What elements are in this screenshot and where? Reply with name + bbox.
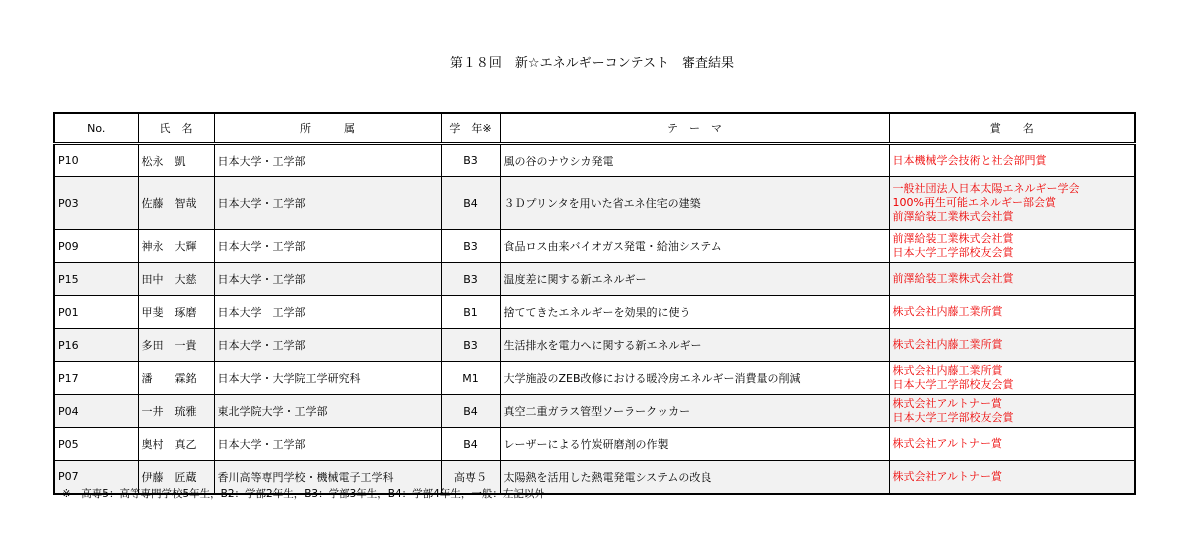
cell-theme: 太陽熱を活用した熱電発電システムの改良 xyxy=(500,461,889,494)
cell-grade: B3 xyxy=(441,263,500,296)
cell-award xyxy=(889,362,1135,395)
cell-no: P07 xyxy=(54,461,138,494)
cell-name: 佐藤 智哉 xyxy=(138,177,214,230)
cell-affiliation: 日本大学・工学部 xyxy=(214,263,441,296)
cell-grade: B3 xyxy=(441,329,500,362)
cell-theme: 風の谷のナウシカ発電 xyxy=(500,144,889,177)
award-line: 前澤給装工業株式会社賞 xyxy=(892,272,1014,285)
table-header-row xyxy=(54,113,1135,144)
table-row xyxy=(54,296,1135,329)
cell-no: P09 xyxy=(54,230,138,263)
award-line: 株式会社内藤工業所賞 xyxy=(892,364,1003,377)
award-line: 日本機械学会技術と社会部門賞 xyxy=(892,153,1047,167)
cell-name: 田中 大慈 xyxy=(138,263,214,296)
cell-award xyxy=(889,230,1135,263)
cell-award xyxy=(889,395,1135,428)
award-line: 前澤給装工業株式会社賞 xyxy=(892,210,1014,223)
cell-no: P15 xyxy=(54,263,138,296)
cell-affiliation: 日本大学・工学部 xyxy=(214,230,441,263)
cell-affiliation: 香川高等専門学校・機械電子工学科 xyxy=(214,461,441,494)
award-line: 前澤給装工業株式会社賞 xyxy=(892,232,1014,245)
cell-award xyxy=(889,177,1135,230)
cell-grade: B3 xyxy=(441,144,500,177)
award-line: 100%再生可能エネルギー部会賞 xyxy=(892,196,1056,209)
cell-grade: B4 xyxy=(441,395,500,428)
cell-name: 多田 一貴 xyxy=(138,329,214,362)
award-line: 日本大学工学部校友会賞 xyxy=(892,378,1014,391)
header-affiliation: 所 属 xyxy=(214,113,441,144)
cell-affiliation: 日本大学・工学部 xyxy=(214,177,441,230)
cell-no: P10 xyxy=(54,144,138,177)
cell-award xyxy=(889,329,1135,362)
cell-grade: M1 xyxy=(441,362,500,395)
cell-affiliation: 日本大学・工学部 xyxy=(214,144,441,177)
header-grade: 学 年※ xyxy=(441,113,500,144)
table-row xyxy=(54,395,1135,428)
header-theme: テ ー マ xyxy=(500,113,889,144)
table-row xyxy=(54,263,1135,296)
cell-theme: 大学施設のZEB改修における暖冷房エネルギー消費量の削減 xyxy=(500,362,889,395)
award-line: 株式会社内藤工業所賞 xyxy=(892,305,1003,318)
cell-award xyxy=(889,263,1135,296)
results-table xyxy=(53,112,1136,495)
cell-grade: B3 xyxy=(441,230,500,263)
cell-theme: 食品ロス由来バイオガス発電・給油システム xyxy=(500,230,889,263)
cell-name: 奥村 真乙 xyxy=(138,428,214,461)
cell-award xyxy=(889,428,1135,461)
cell-no: P17 xyxy=(54,362,138,395)
table-row xyxy=(54,177,1135,230)
cell-theme: 真空二重ガラス管型ソーラークッカー xyxy=(500,395,889,428)
cell-no: P04 xyxy=(54,395,138,428)
cell-no: P16 xyxy=(54,329,138,362)
cell-affiliation: 日本大学・大学院工学研究科 xyxy=(214,362,441,395)
table-row xyxy=(54,428,1135,461)
cell-affiliation: 東北学院大学・工学部 xyxy=(214,395,441,428)
award-line: 一般社団法人日本太陽エネルギー学会 xyxy=(892,182,1080,195)
cell-grade: B1 xyxy=(441,296,500,329)
page-title: 第１８回 新☆エネルギーコンテスト 審査結果 xyxy=(449,56,735,71)
header-name: 氏 名 xyxy=(138,113,214,144)
header-no: No. xyxy=(54,113,138,144)
cell-grade: B4 xyxy=(441,177,500,230)
award-line: 日本大学工学部校友会賞 xyxy=(892,246,1014,259)
header-award: 賞 名 xyxy=(889,113,1135,144)
table-row xyxy=(54,362,1135,395)
cell-name: 甲斐 琢磨 xyxy=(138,296,214,329)
cell-name: 一井 琉雅 xyxy=(138,395,214,428)
table-row xyxy=(54,230,1135,263)
cell-name: 伊藤 匠蔵 xyxy=(138,461,214,494)
award-line: 株式会社アルトナー賞 xyxy=(892,397,1003,410)
cell-name: 潘 霖銘 xyxy=(138,362,214,395)
cell-theme: 生活排水を電力へに関する新エネルギー xyxy=(500,329,889,362)
cell-affiliation: 日本大学 工学部 xyxy=(214,296,441,329)
cell-no: P01 xyxy=(54,296,138,329)
cell-name: 神永 大輝 xyxy=(138,230,214,263)
award-line: 株式会社アルトナー賞 xyxy=(892,469,1003,483)
cell-award xyxy=(889,461,1135,494)
footnote: ※ 高専5：高等専門学校5年生，B2：学部2年生，B3：学部3年生，B4：学部4年生，一般：左記以外 xyxy=(62,488,545,500)
award-line: 日本大学工学部校友会賞 xyxy=(892,411,1014,424)
award-line: 株式会社内藤工業所賞 xyxy=(892,338,1003,351)
award-line: 株式会社アルトナー賞 xyxy=(892,437,1003,450)
cell-no: P05 xyxy=(54,428,138,461)
cell-grade: 高専５ xyxy=(441,461,500,494)
cell-award xyxy=(889,296,1135,329)
table-row xyxy=(54,329,1135,362)
cell-award xyxy=(889,144,1135,177)
table-row xyxy=(54,144,1135,177)
cell-affiliation: 日本大学・工学部 xyxy=(214,428,441,461)
cell-grade: B4 xyxy=(441,428,500,461)
cell-theme: 温度差に関する新エネルギー xyxy=(500,263,889,296)
cell-name: 松永 凱 xyxy=(138,144,214,177)
cell-no: P03 xyxy=(54,177,138,230)
cell-theme: ３Ｄプリンタを用いた省エネ住宅の建築 xyxy=(500,177,889,230)
cell-theme: 捨ててきたエネルギーを効果的に使う xyxy=(500,296,889,329)
cell-theme: レーザーによる竹炭研磨剤の作製 xyxy=(500,428,889,461)
table-body xyxy=(54,144,1135,494)
cell-affiliation: 日本大学・工学部 xyxy=(214,329,441,362)
